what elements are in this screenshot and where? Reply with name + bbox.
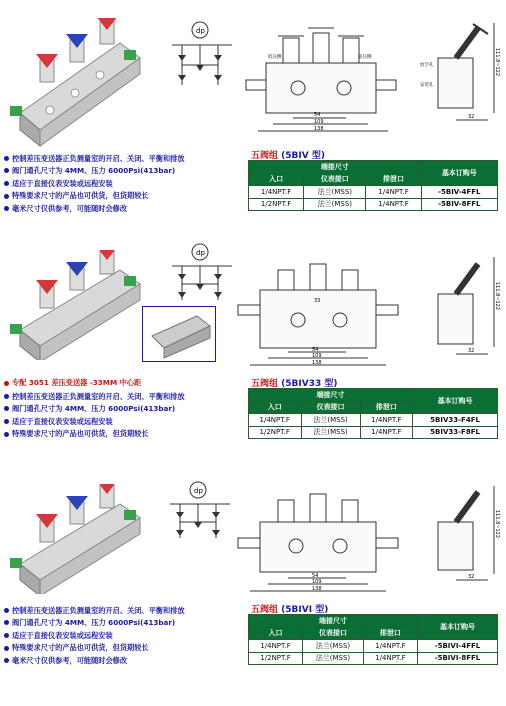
svg-text:dp: dp <box>196 27 205 35</box>
svg-text:138: 138 <box>314 126 324 132</box>
feature-item: 适应于直接仪表安装或远程安装 <box>4 629 185 642</box>
side-view-drawing <box>416 482 506 588</box>
feature-item: 阀门通孔尺寸为 4MM、压力 6000Psi(413bar) <box>4 403 185 416</box>
feature-item: 控制差压变送器正负测量室的开启、关闭、平衡和排放 <box>4 152 185 165</box>
svg-text:dp: dp <box>194 487 203 495</box>
svg-text:32: 32 <box>468 348 475 354</box>
feature-item: 适应于直接仪表安装或远程安装 <box>4 415 185 428</box>
feature-item: 特殊要求尺寸的产品也可供货，但货期较长 <box>4 190 185 203</box>
svg-text:109: 109 <box>314 119 324 125</box>
section-5biv33 <box>0 238 506 458</box>
feature-item: 适应于直接仪表安装或远程安装 <box>4 177 185 190</box>
feature-list <box>4 604 185 667</box>
table-col-drain: 排泄口 <box>360 401 413 414</box>
table-col-inlet: 入口 <box>249 401 302 414</box>
svg-text:32: 32 <box>468 114 475 120</box>
section-5biv <box>0 0 506 232</box>
table-col-drain: 排泄口 <box>366 173 421 186</box>
feature-item: 控制差压变送器正负测量室的开启、关闭、平衡和排放 <box>4 604 185 617</box>
table-row: 1/4NPT.F 法兰(MSS) 1/4NPT.F 5BIV33-F4FL <box>249 414 498 427</box>
table-row: 1/4NPT.F 法兰(MSS) 1/4NPT.F -5BIV-4FFL <box>249 186 498 199</box>
svg-text:138: 138 <box>312 586 322 592</box>
feature-item: 特殊要求尺寸的产品也可供货，但货期较长 <box>4 428 185 441</box>
svg-text:安装孔: 安装孔 <box>420 83 434 88</box>
table-row: 1/2NPT.F 法兰(MSS) 1/4NPT.F 5BIV33-F8FL <box>249 426 498 439</box>
table-group-header: 端接尺寸 <box>249 389 413 402</box>
feature-list <box>4 152 185 215</box>
svg-text:33: 33 <box>314 298 321 304</box>
inset-photo <box>142 306 216 362</box>
valve-block-photo <box>0 18 150 148</box>
svg-text:高压侧: 高压侧 <box>358 55 372 60</box>
dimension-drawing <box>228 250 414 368</box>
svg-text:111.8~122: 111.8~122 <box>494 48 500 77</box>
svg-text:低压侧: 低压侧 <box>268 55 282 60</box>
table-group-header: 端接尺寸 <box>249 161 422 174</box>
table-group-header: 端接尺寸 <box>249 615 418 628</box>
section-title: 五阀组 (5BIV33 型) <box>251 379 338 389</box>
svg-text:109: 109 <box>312 579 322 585</box>
table-col-inlet: 入口 <box>249 173 304 186</box>
table-col-order: 基本订购号 <box>413 389 498 414</box>
feature-item: 阀门通孔尺寸为 4MM、压力 6000Psi(413bar) <box>4 617 185 630</box>
table-row: 1/4NPT.F 法兰(MSS) 1/4NPT.F -5BIVⅠ-4FFL <box>249 640 498 653</box>
feature-item: 阀门通孔尺寸为 4MM、压力 6000Psi(413bar) <box>4 165 185 178</box>
table-col-instr: 仪表接口 <box>301 401 360 414</box>
table-row: 1/2NPT.F 法兰(MSS) 1/4NPT.F -5BIV-8FFL <box>249 198 498 211</box>
order-table <box>248 614 498 665</box>
svg-text:54: 54 <box>312 347 319 353</box>
order-table <box>248 160 498 211</box>
svg-text:32: 32 <box>468 574 475 580</box>
section-title: 五阀组 (5BIV 型) <box>251 151 325 161</box>
table-col-order: 基本订购号 <box>421 161 497 186</box>
feature-item: 毫米尺寸仅供参考，可能随时会修改 <box>4 654 185 667</box>
svg-text:54: 54 <box>312 573 319 579</box>
table-col-order: 基本订购号 <box>417 615 497 640</box>
dimension-drawing <box>230 480 414 594</box>
svg-text:109: 109 <box>312 353 322 359</box>
symbol-schematic <box>162 20 242 90</box>
table-row: 1/2NPT.F 法兰(MSS) 1/4NPT.F -5BIVⅠ-8FFL <box>249 652 498 665</box>
feature-item: 特殊要求尺寸的产品也可供货，但货期较长 <box>4 642 185 655</box>
side-view-drawing <box>416 252 506 362</box>
side-view-drawing <box>418 18 506 128</box>
feature-list <box>4 390 185 440</box>
svg-text:54: 54 <box>314 112 321 118</box>
table-col-instr: 仪表接口 <box>304 173 366 186</box>
symbol-schematic <box>160 480 240 542</box>
order-table <box>248 388 498 439</box>
special-note: 专配 3051 差压变送器 -33MM 中心距 <box>4 378 141 388</box>
valve-block-photo <box>0 484 150 594</box>
table-col-inlet: 入口 <box>249 627 303 640</box>
valve-block-photo <box>0 250 150 360</box>
svg-text:放空孔: 放空孔 <box>420 63 434 68</box>
section-title: 五阀组 (5BIVⅠ 型) <box>251 605 329 615</box>
feature-item: 控制差压变送器正负测量室的开启、关闭、平衡和排放 <box>4 390 185 403</box>
section-5biv1 <box>0 474 506 706</box>
dimension-drawing <box>238 18 418 138</box>
table-col-drain: 排泄口 <box>363 627 417 640</box>
feature-item: 毫米尺寸仅供参考，可能随时会修改 <box>4 202 185 215</box>
svg-text:111.8~122: 111.8~122 <box>494 282 500 311</box>
table-col-instr: 仪表接口 <box>303 627 364 640</box>
svg-text:dp: dp <box>196 249 205 257</box>
svg-text:111.8~122: 111.8~122 <box>494 510 500 539</box>
svg-text:138: 138 <box>312 360 322 366</box>
